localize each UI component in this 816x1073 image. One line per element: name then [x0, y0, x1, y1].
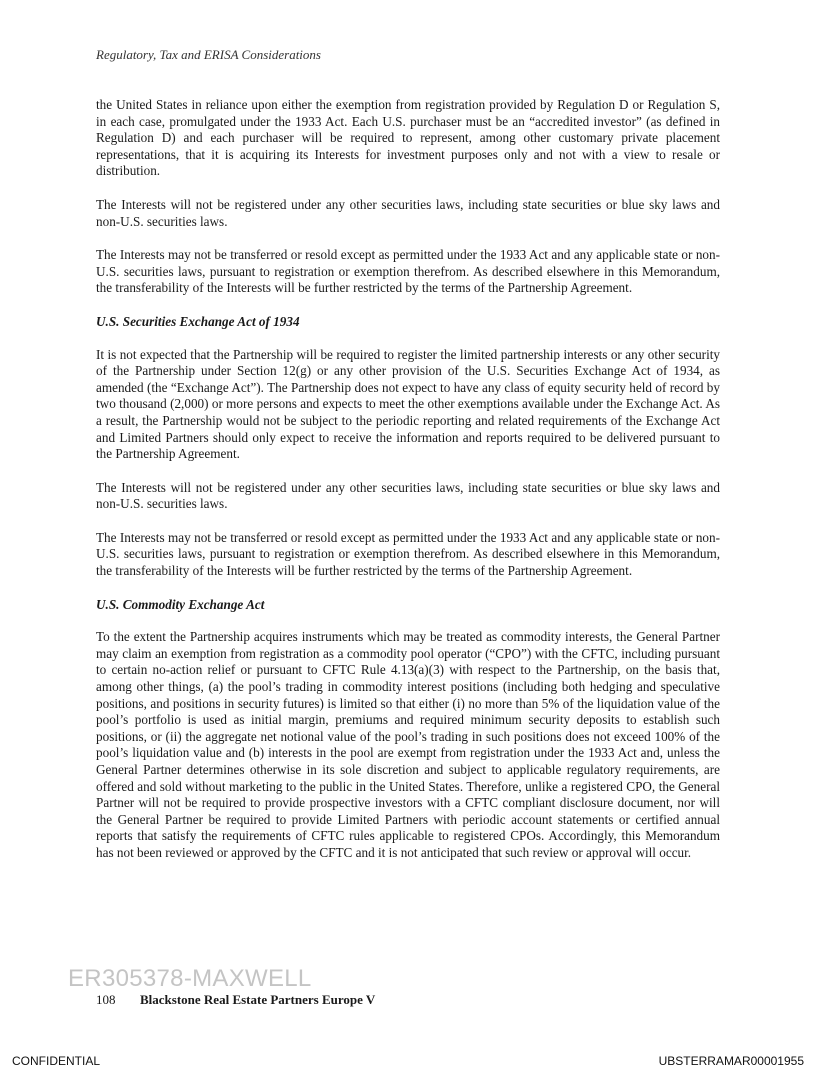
paragraph-transfer-2: The Interests may not be transferred or resold except as permitted under the 1933 Act and any applicable state or non-U.S. securities laws, pursuant to registration or exemption therefrom. As described elsewhere in this Memorandum, the transferability of the Interests will be further restricted by the terms of the Partnership Agreement. [96, 529, 720, 579]
confidential-label: CONFIDENTIAL [12, 1054, 101, 1068]
paragraph-transfer-1: The Interests may not be transferred or resold except as permitted under the 1933 Act and any applicable state or non-U.S. securities laws, pursuant to registration or exemption therefrom. As described elsewhere in this Memorandum, the transferability of the Interests will be further restricted by the terms of the Partnership Agreement. [96, 247, 720, 296]
footer-document-title: Blackstone Real Estate Partners Europe V [140, 992, 376, 1007]
document-body [96, 97, 720, 879]
paragraph-regulation-d: the United States in reliance upon either the exemption from registration provided by Regulation D or Regulation S, in each case, promulgated under the 1933 Act. Each U.S. purchaser must be an “accredited investor” (as defined in Regulation D) and each purchaser will be required to represent, among other customary private placement representations, that it is acquiring its Interests for investment purposes only and not with a view to resale or distribution. [96, 97, 720, 179]
heading-exchange-act: U.S. Securities Exchange Act of 1934 [96, 313, 300, 329]
page-number: 108 [96, 992, 116, 1007]
paragraph-registration-1: The Interests will not be registered under any other securities laws, including state securities or blue sky laws and non-U.S. securities laws. [96, 196, 720, 229]
bates-number: UBSTERRAMAR00001955 [658, 1054, 804, 1068]
paragraph-commodity-exchange-act: To the extent the Partnership acquires instruments which may be treated as commodity interests, the General Partner may claim an exemption from registration as a commodity pool operator (“CPO”) with the CFTC, including pursuant to certain no-action relief or pursuant to CFTC Rule 4.13(a)(3) with respect to the Partnership, on the basis that, among other things, (a) the pool’s trading in commodity interest positions (including both hedging and speculative positions, and positions in security futures) is limited so that either (i) no more than 5% of the liquidation value of the pool’s portfolio is used as initial margin, premiums and required minimum security deposits to establish such positions, or (ii) the aggregate net notional value of the pool’s trading in such positions does not exceed 100% of the pool’s liquidation value and (b) interests in the pool are exempt from registration under the 1933 Act and, unless the General Partner determines otherwise in its sole discretion and subject to applicable regulatory requirements, are offered and sold without marketing to the public in the United States. Therefore, unlike a registered CPO, the General Partner will not be required to provide prospective investors with a CFTC compliant disclosure document, nor will the General Partner be required to provide Limited Partners with periodic account statements or certified annual reports that satisfy the requirements of CFTC rules applicable to registered CPOs. Accordingly, this Memorandum has not been reviewed or approved by the CFTC and it is not anticipated that such review or approval will occur. [96, 629, 720, 860]
paragraph-exchange-act: It is not expected that the Partnership will be required to register the limited partnership interests or any other security of the Partnership under Section 12(g) or any other provision of the U.S. Securities Exchange Act of 1934, as amended (the “Exchange Act”). The Partnership does not expect to have any class of equity security held of record by two thousand (2,000) or more persons and expects to meet the other exemptions available under the Exchange Act. As a result, the Partnership would not be subject to the periodic reporting and related requirements of the Exchange Act and Limited Partners should only expect to receive the information and reports required to be delivered pursuant to the Partnership Agreement. [96, 346, 720, 462]
page-footer [96, 992, 375, 1008]
paragraph-registration-2: The Interests will not be registered under any other securities laws, including state securities or blue sky laws and non-U.S. securities laws. [96, 479, 720, 512]
heading-commodity-exchange-act: U.S. Commodity Exchange Act [96, 596, 265, 612]
running-header: Regulatory, Tax and ERISA Considerations [96, 47, 321, 62]
exhibit-stamp: ER305378-MAXWELL [68, 965, 312, 992]
